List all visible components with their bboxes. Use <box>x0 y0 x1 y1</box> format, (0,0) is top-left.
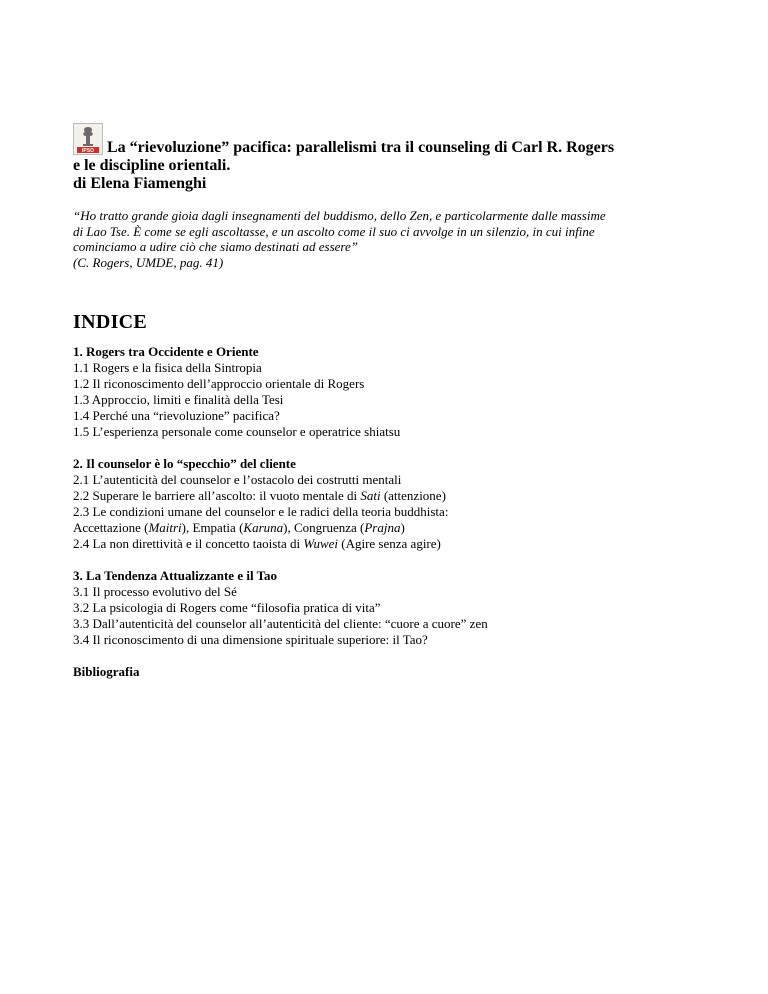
epigraph-quote <box>73 208 733 270</box>
title-line-1 <box>73 123 713 157</box>
logo-text: IPSO <box>82 148 94 154</box>
document-title <box>73 123 713 193</box>
toc-heading: 3. La Tendenza Attualizzante e il Tao <box>73 568 278 583</box>
quote-source: (C. Rogers, UMDE, pag. 41) <box>73 254 224 270</box>
bibliography-heading: Bibliografia <box>73 664 140 679</box>
index-heading: INDICE <box>73 311 148 333</box>
author-line: di Elena Fiamenghi <box>73 175 207 192</box>
quote-line-1: “Ho tratto grande gioia dagli insegnamenti del buddismo, dello Zen, e particolarmente dalle massime <box>73 208 606 223</box>
toc-item: 1.1 Rogers e la fisica della Sintropia <box>73 360 262 375</box>
toc-item: 3.1 Il processo evolutivo del Sé <box>73 584 237 599</box>
ipso-logo-icon <box>73 123 103 155</box>
toc-item: 3.3 Dall’autenticità del counselor all’autenticità del cliente: “cuore a cuore” zen <box>73 616 488 631</box>
quote-line-3: cominciamo a udire ciò che siamo destinati ad essere” <box>73 239 358 254</box>
toc-heading: 1. Rogers tra Occidente e Oriente <box>73 344 259 359</box>
quote-line-2: di Lao Tse. È come se egli ascoltasse, e un ascolto come il suo ci avvolge in un silenzio, in cui infine <box>73 223 595 239</box>
toc-item: 3.4 Il riconoscimento di una dimensione spirituale superiore: il Tao? <box>73 632 428 647</box>
toc-item: 1.3 Approccio, limiti e finalità della Tesi <box>73 392 284 407</box>
toc-item: 2.1 L’autenticità del counselor e l’ostacolo dei costrutti mentali <box>73 472 402 487</box>
toc-item: 1.5 L’esperienza personale come counselor e operatrice shiatsu <box>73 424 401 439</box>
toc-section-2 <box>73 456 733 552</box>
toc-heading: 2. Il counselor è lo “specchio” del cliente <box>73 456 296 471</box>
toc-section-1 <box>73 344 733 440</box>
toc-item-continuation: Accettazione (Maitri), Empatia (Karuna), Congruenza (Prajna) <box>73 520 405 535</box>
toc-section-3 <box>73 568 733 648</box>
toc-item: 3.2 La psicologia di Rogers come “filosofia pratica di vita” <box>73 600 381 615</box>
toc-item: 2.3 Le condizioni umane del counselor e le radici della teoria buddhista: <box>73 504 449 519</box>
title-text-1: La “rievoluzione” pacifica: parallelismi tra il counseling di Carl R. Rogers <box>107 139 615 156</box>
toc-item: 2.2 Superare le barriere all’ascolto: il vuoto mentale di Sati (attenzione) <box>73 488 446 503</box>
title-text-2: e le discipline orientali. <box>73 157 231 174</box>
toc-item: 2.4 La non direttività e il concetto taoista di Wuwei (Agire senza agire) <box>73 536 441 551</box>
toc-item: 1.4 Perché una “rievoluzione” pacifica? <box>73 408 280 423</box>
toc-item: 1.2 Il riconoscimento dell’approccio orientale di Rogers <box>73 376 365 391</box>
